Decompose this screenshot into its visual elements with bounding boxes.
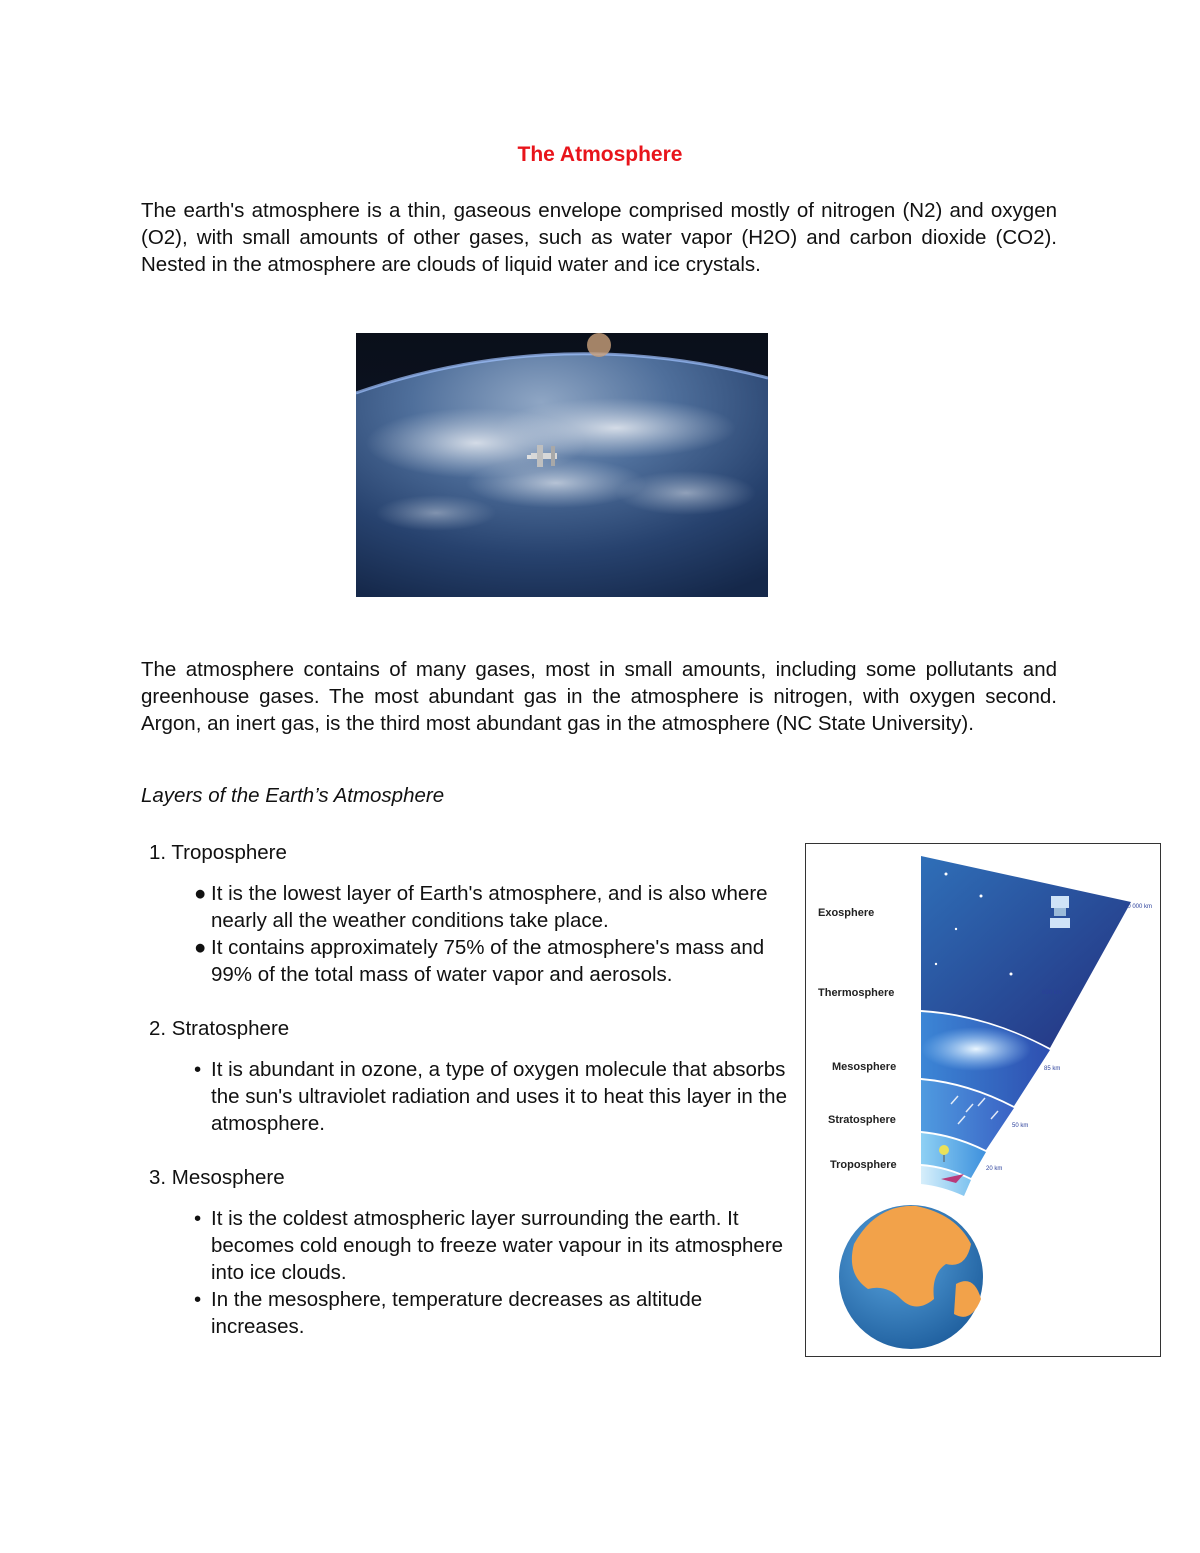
atmosphere-layers-diagram — [805, 843, 1161, 1357]
layers-list — [141, 839, 791, 1367]
altitude-mesosphere: 85 km — [1044, 1066, 1061, 1072]
list-item: ● It contains approximately 75% of the atmosphere's mass and 99% of the total mass of water vapor and aerosols. — [194, 936, 765, 986]
label-troposphere: Troposphere — [830, 1159, 897, 1171]
layer-stratosphere — [141, 1015, 791, 1137]
altitude-exosphere: 10 000 km — [1124, 904, 1153, 910]
layer-mesosphere — [141, 1164, 791, 1340]
bullet-dot-icon: ● — [194, 936, 207, 959]
list-item: ● It is the lowest layer of Earth's atmosphere, and is also where nearly all the weather conditions take place. — [194, 882, 768, 932]
list-item: • It is abundant in ozone, a type of oxygen molecule that absorbs the sun's ultraviolet radiation and uses it to heat this layer in the atmosphere. — [194, 1058, 787, 1135]
label-stratosphere: Stratosphere — [828, 1114, 896, 1126]
altitude-troposphere: 20 km — [986, 1166, 1003, 1172]
layer-label: 2. Stratosphere — [149, 1017, 290, 1040]
gases-paragraph: The atmosphere contains of many gases, most in small amounts, including some pollutants and greenhouse gases. The most abundant gas in the atmosphere is nitrogen, with oxygen second. Argon, an inert gas, is the third most abundant gas in the atmosphere (NC State University). — [141, 658, 1057, 735]
earth-from-space-photo — [356, 333, 768, 597]
bullet-dot-icon: • — [194, 1288, 202, 1311]
altitude-thermosphere: 690 km — [1042, 990, 1062, 996]
list-item: • It is the coldest atmospheric layer surrounding the earth. It becomes cold enough to freeze water vapour in its atmosphere into ice clouds. — [194, 1207, 784, 1284]
atmosphere-layers-illustration — [806, 844, 1159, 1355]
page-title: The Atmosphere — [517, 143, 683, 166]
label-thermosphere: Thermosphere — [818, 987, 895, 999]
layer-label: 1. Troposphere — [149, 841, 287, 864]
intro-paragraph: The earth's atmosphere is a thin, gaseous envelope comprised mostly of nitrogen (N2) and oxygen (O2), with small amounts of other gases, such as water vapor (H2O) and carbon dioxide (CO2). Nested in the atmosphere are clouds of liquid water and ice crystals. — [141, 199, 1057, 276]
bullet-dot-icon: • — [194, 1207, 202, 1230]
bullet-dot-icon: ● — [194, 882, 207, 905]
label-mesosphere: Mesosphere — [832, 1061, 897, 1073]
layer-label: 3. Mesosphere — [149, 1166, 285, 1189]
list-item: • In the mesosphere, temperature decreases as altitude increases. — [194, 1288, 703, 1338]
layers-heading: Layers of the Earth’s Atmosphere — [141, 784, 445, 807]
altitude-stratosphere: 50 km — [1012, 1123, 1029, 1129]
layer-troposphere — [141, 839, 791, 988]
bullet-dot-icon: • — [194, 1058, 202, 1081]
label-exosphere: Exosphere — [818, 907, 875, 919]
